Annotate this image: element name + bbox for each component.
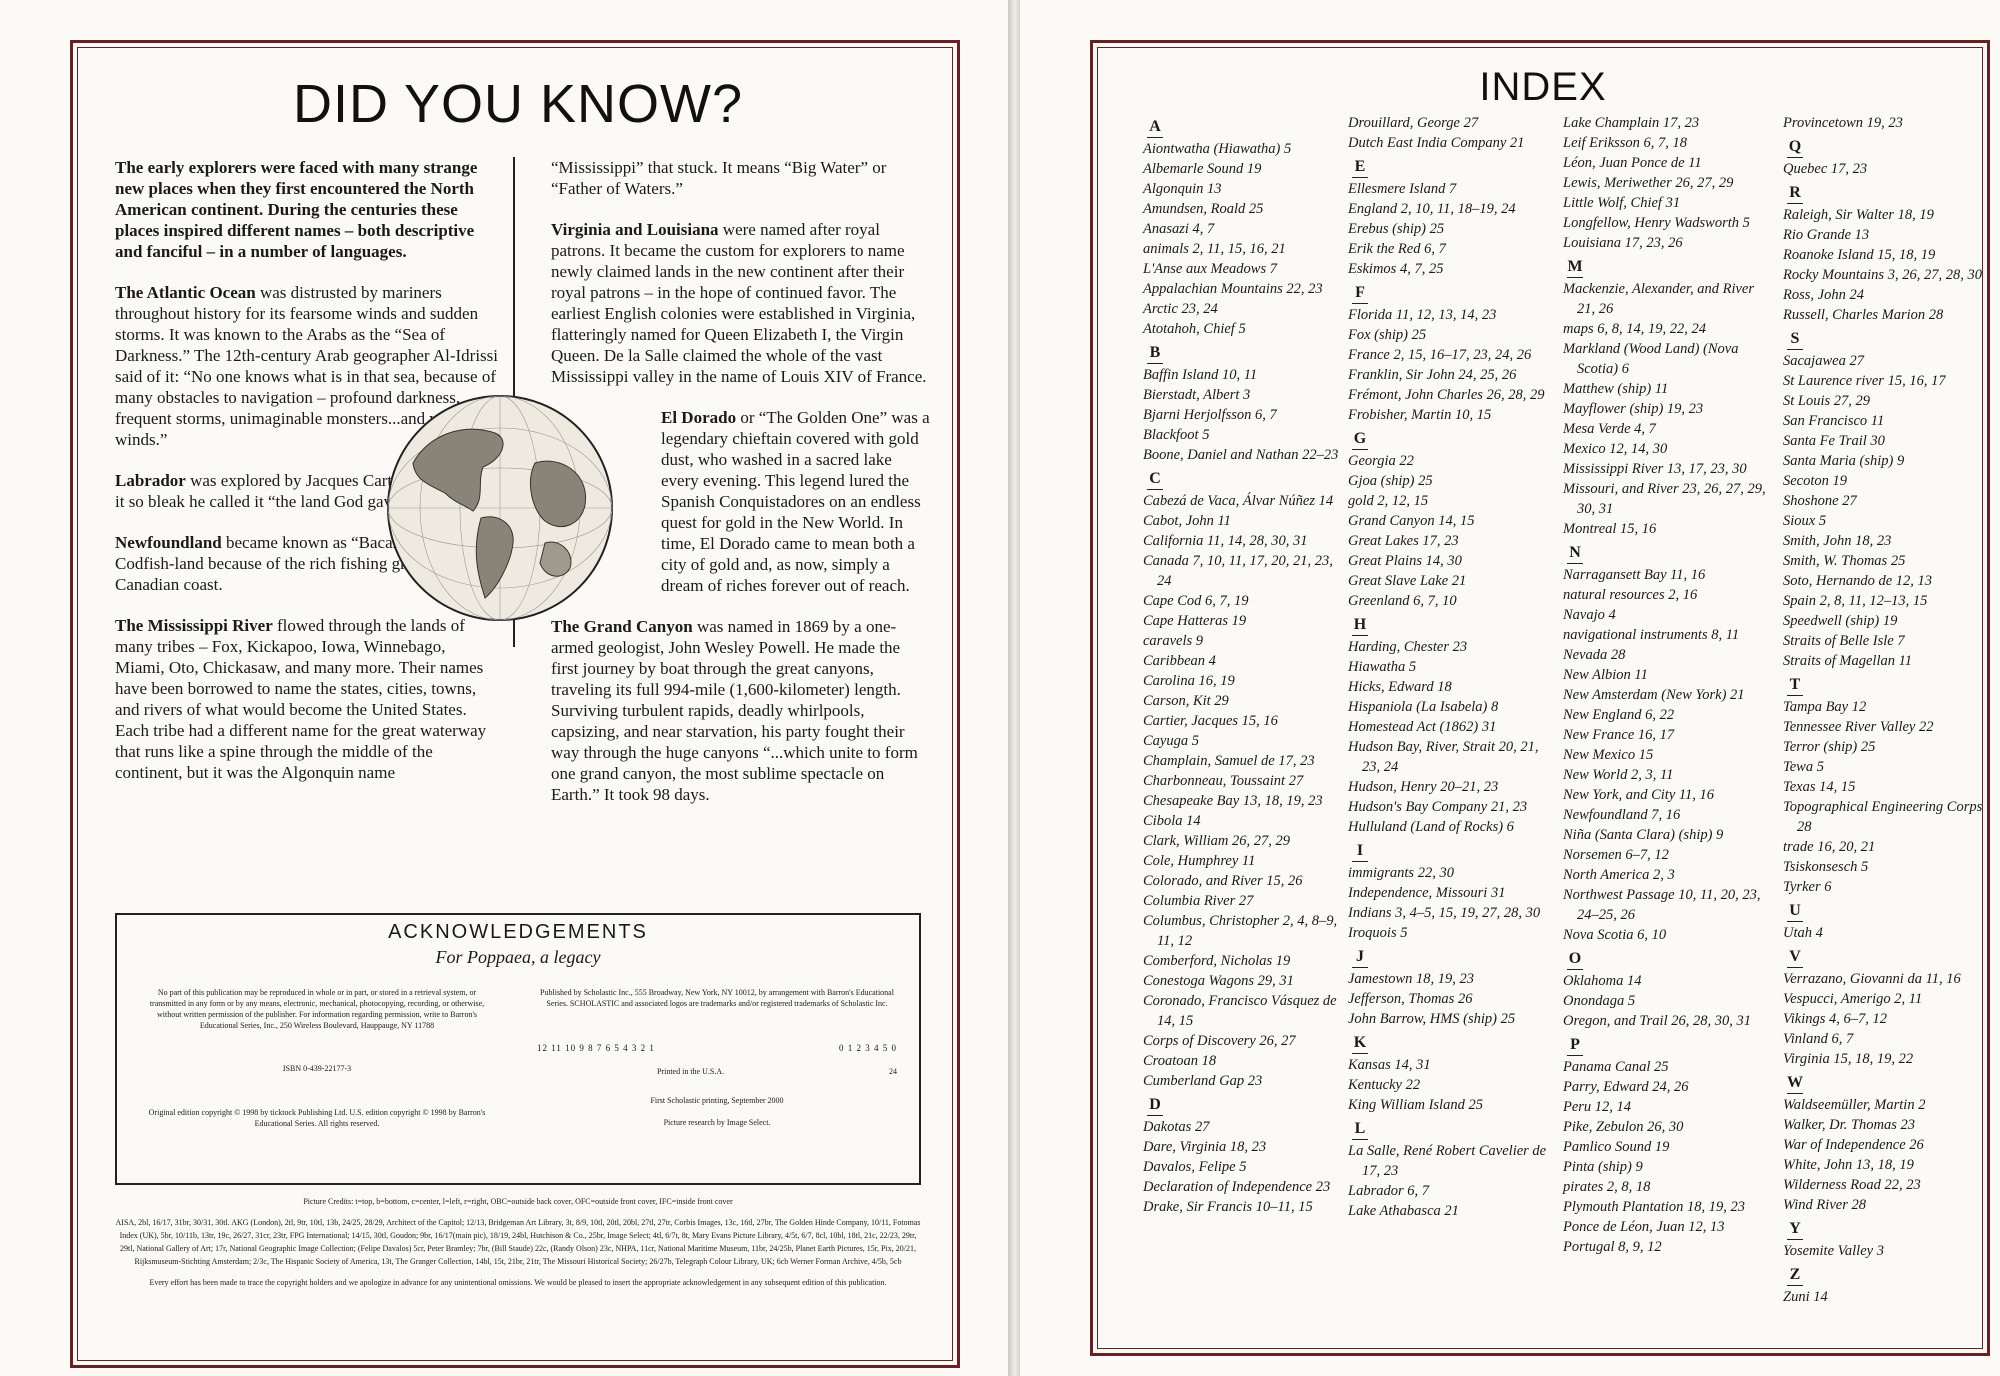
index-entry: St Louis 27, 29 <box>1783 393 1871 409</box>
first-printing: First Scholastic printing, September 2000 <box>650 1096 784 1105</box>
index-entry: Northwest Passage 10, 11, 20, 23, 24–25, 26 <box>1563 887 1761 923</box>
right-page <box>1020 0 2000 1376</box>
index-entry: Russell, Charles Marion 28 <box>1783 307 1944 323</box>
index-entry: Sioux 5 <box>1783 513 1827 529</box>
index-entry: Panama Canal 25 <box>1563 1059 1669 1075</box>
index-letter-heading: R <box>1783 183 1807 203</box>
index-entry: Mackenzie, Alexander, and River 21, 26 <box>1563 281 1754 317</box>
index-entry: San Francisco 11 <box>1783 413 1885 429</box>
canyon-lead: The Grand Canyon <box>551 617 693 636</box>
index-entry: Louisiana 17, 23, 26 <box>1563 235 1683 251</box>
index-entry: Wilderness Road 22, 23 <box>1783 1177 1921 1193</box>
index-entry: Longfellow, Henry Wadsworth 5 <box>1563 215 1750 231</box>
index-entry: Atotahoh, Chief 5 <box>1143 321 1246 337</box>
index-entry: pirates 2, 8, 18 <box>1563 1179 1651 1195</box>
index-entry: John Barrow, HMS (ship) 25 <box>1348 1011 1516 1027</box>
index-entry: Columbus, Christopher 2, 4, 8–9, 11, 12 <box>1143 913 1338 949</box>
index-entry: Pike, Zebulon 26, 30 <box>1563 1119 1684 1135</box>
index-entry: Franklin, Sir John 24, 25, 26 <box>1348 367 1517 383</box>
index-entry: Colorado, and River 15, 26 <box>1143 873 1303 889</box>
index-entry: Rocky Mountains 3, 26, 27, 28, 30 <box>1783 267 1982 283</box>
index-entry: Hispaniola (La Isabela) 8 <box>1348 699 1499 715</box>
copyright-notice: Original edition copyright © 1998 by ticktock Publishing Ltd. U.S. edition copyright © 1998 by Barron's Educational Series. All rights reserved. <box>148 1108 486 1128</box>
index-entry: England 2, 10, 11, 18–19, 24 <box>1348 201 1516 217</box>
index-entry: Croatoan 18 <box>1143 1053 1217 1069</box>
index-letter-heading: O <box>1563 949 1587 969</box>
atlantic-text: was distrusted by mariners throughout history for its fearsome winds and sudden storms. It was known to the Arabs as the “Sea of Darkness.” The 12th-century Arab geographer Al-Idrissi said of it: “No one knows what is in that sea, because of many obstacles to navigation – profound darkness, frequent storms, unimaginable monsters...and violent winds.” <box>115 283 499 449</box>
print-numbers: 12 11 10 9 8 7 6 5 4 3 2 1 <box>537 1043 655 1053</box>
index-entry: Mayflower (ship) 19, 23 <box>1563 401 1704 417</box>
labrador-paragraph <box>115 470 499 512</box>
index-entry: New Amsterdam (New York) 21 <box>1563 687 1745 703</box>
index-entry: Great Plains 14, 30 <box>1348 553 1462 569</box>
index-entry: caravels 9 <box>1143 633 1203 649</box>
index-entry: Hudson, Henry 20–21, 23 <box>1348 779 1499 795</box>
index-entry: Raleigh, Sir Walter 18, 19 <box>1783 207 1934 223</box>
index-entry: Little Wolf, Chief 31 <box>1563 195 1681 211</box>
acknowledgements-title: ACKNOWLEDGEMENTS <box>388 921 648 943</box>
index-entry: Corps of Discovery 26, 27 <box>1143 1033 1296 1049</box>
index-entry: Topographical Engineering Corps 28 <box>1783 799 1983 835</box>
index-entry: Missouri, and River 23, 26, 27, 29, 30, 31 <box>1563 481 1766 517</box>
virginia-paragraph <box>551 219 931 387</box>
index-entry: Cape Cod 6, 7, 19 <box>1143 593 1249 609</box>
index-entry: Straits of Magellan 11 <box>1783 653 1913 669</box>
index-letter-heading: C <box>1143 469 1167 489</box>
index-entry: Dutch East India Company 21 <box>1348 135 1525 151</box>
index-entry: Carolina 16, 19 <box>1143 673 1235 689</box>
index-entry: trade 16, 20, 21 <box>1783 839 1876 855</box>
virginia-text: were named after royal patrons. It became the custom for explorers to name newly claimed lands in the new continent after their royal patrons – in the hope of continued favor. The earliest English colonies were established in Virginia, flatteringly named for Queen Elizabeth I, the Virgin Queen. De la Salle claimed the whole of the vast Mississippi valley in the name of Louis XIV of France. <box>551 220 927 386</box>
index-entry: Newfoundland 7, 16 <box>1563 807 1681 823</box>
globe-map-illustration <box>385 393 615 623</box>
index-entry: Champlain, Samuel de 17, 23 <box>1143 753 1315 769</box>
index-letter-heading: W <box>1783 1073 1807 1093</box>
index-entry: Hudson's Bay Company 21, 23 <box>1348 799 1528 815</box>
index-entry: Great Lakes 17, 23 <box>1348 533 1459 549</box>
index-entry: War of Independence 26 <box>1783 1137 1924 1153</box>
did-you-know-frame <box>70 40 960 1368</box>
index-entry: Tyrker 6 <box>1783 879 1832 895</box>
index-entry: Charbonneau, Toussaint 27 <box>1143 773 1304 789</box>
index-entry: L'Anse aux Meadows 7 <box>1143 261 1277 277</box>
index-entry: California 11, 14, 28, 30, 31 <box>1143 533 1308 549</box>
index-entry: Ellesmere Island 7 <box>1348 181 1457 197</box>
atlantic-paragraph <box>115 282 499 450</box>
index-entry: Eskimos 4, 7, 25 <box>1348 261 1444 277</box>
newfoundland-text: became known as “Bacalaos” or Codfish-land because of the rich fishing grounds off the Canadian coast. <box>115 533 496 594</box>
index-entry: Homestead Act (1862) 31 <box>1348 719 1497 735</box>
index-entry: Nova Scotia 6, 10 <box>1563 927 1667 943</box>
eldorado-text: or “The Golden One” was a legendary chieftain covered with gold dust, who washed in a sacred lake every evening. This legend lured the Spanish Conquistadores on an endless quest for gold in the New World. In time, El Dorado came to mean both a city of gold and, as now, simply a dream of riches forever out of reach. <box>661 408 930 595</box>
index-entry: Lake Champlain 17, 23 <box>1563 115 1700 131</box>
index-entry: Peru 12, 14 <box>1563 1099 1632 1115</box>
index-entry: Grand Canyon 14, 15 <box>1348 513 1475 529</box>
index-entry: Greenland 6, 7, 10 <box>1348 593 1457 609</box>
index-entry: Jamestown 18, 19, 23 <box>1348 971 1475 987</box>
canyon-paragraph <box>551 616 931 805</box>
index-entry: Vikings 4, 6–7, 12 <box>1783 1011 1888 1027</box>
index-entry: New World 2, 3, 11 <box>1563 767 1674 783</box>
index-entry: Hulluland (Land of Rocks) 6 <box>1348 819 1514 835</box>
index-entry: Yosemite Valley 3 <box>1783 1243 1884 1259</box>
index-entry: New York, and City 11, 16 <box>1563 787 1715 803</box>
credits-effort: Every effort has been made to trace the copyright holders and we apologize in advance for any unintentional omissions. We would be pleased to insert the appropriate acknowledgement in any subsequent edition of this publication. <box>149 1278 887 1287</box>
index-entry: Nevada 28 <box>1563 647 1626 663</box>
index-entry: Frobisher, Martin 10, 15 <box>1348 407 1492 423</box>
canyon-text: was named in 1869 by a one-armed geologist, John Wesley Powell. He made the first journey by boat through the great canyons, traveling its full 994-mile (1,600-kilometer) length. Surviving turbulent rapids, deadly whirlpools, capsizing, and near starvation, his party fought their way through the huge canyons “...which unite to form one grand canyon, the most sublime spectacle on Earth.” It took 98 days. <box>551 617 918 804</box>
index-entry: Chesapeake Bay 13, 18, 19, 23 <box>1143 793 1323 809</box>
index-entry: Mississippi River 13, 17, 23, 30 <box>1563 461 1747 477</box>
index-entry: Hiawatha 5 <box>1348 659 1417 675</box>
index-entry: Cole, Humphrey 11 <box>1143 853 1256 869</box>
index-entry: Norsemen 6–7, 12 <box>1563 847 1669 863</box>
virginia-lead: Virginia and Louisiana <box>551 220 719 239</box>
index-column-1 <box>1143 113 1343 1217</box>
index-entry: Pinta (ship) 9 <box>1563 1159 1643 1175</box>
isbn: ISBN 0-439-22177-3 <box>282 1064 352 1073</box>
index-entry: Waldseemüller, Martin 2 <box>1783 1097 1926 1113</box>
index-entry: Utah 4 <box>1783 925 1823 941</box>
index-entry: Onondaga 5 <box>1563 993 1636 1009</box>
index-entry: Kansas 14, 31 <box>1348 1057 1431 1073</box>
index-entry: Santa Maria (ship) 9 <box>1783 453 1905 469</box>
index-entry: Verrazano, Giovanni da 11, 16 <box>1783 971 1961 987</box>
index-entry: Oklahoma 14 <box>1563 973 1642 989</box>
index-letter-heading: G <box>1348 429 1372 449</box>
index-entry: Spain 2, 8, 11, 12–13, 15 <box>1783 593 1928 609</box>
index-entry: Shoshone 27 <box>1783 493 1857 509</box>
mississippi-paragraph <box>115 615 499 783</box>
index-entry: Cape Hatteras 19 <box>1143 613 1247 629</box>
index-entry: Cabot, John 11 <box>1143 513 1231 529</box>
index-entry: Gjoa (ship) 25 <box>1348 473 1433 489</box>
index-entry: Great Slave Lake 21 <box>1348 573 1467 589</box>
print-codes: 0 1 2 3 4 5 0 <box>839 1043 897 1053</box>
acknowledgements-box <box>115 913 921 1185</box>
index-entry: Erik the Red 6, 7 <box>1348 241 1446 257</box>
index-entry: Dare, Virginia 18, 23 <box>1143 1139 1267 1155</box>
index-letter-heading: Z <box>1783 1265 1807 1285</box>
index-entry: Bjarni Herjolfsson 6, 7 <box>1143 407 1277 423</box>
index-entry: Dakotas 27 <box>1143 1119 1210 1135</box>
picture-research: Picture research by Image Select. <box>663 1118 771 1127</box>
index-entry: animals 2, 11, 15, 16, 21 <box>1143 241 1286 257</box>
index-entry: Declaration of Independence 23 <box>1143 1179 1331 1195</box>
index-entry: Drake, Sir Francis 10–11, 15 <box>1143 1199 1313 1215</box>
index-entry: Labrador 6, 7 <box>1348 1183 1429 1199</box>
index-letter-heading: K <box>1348 1033 1372 1053</box>
index-entry: Jefferson, Thomas 26 <box>1348 991 1473 1007</box>
newfoundland-paragraph <box>115 532 499 595</box>
index-entry: Indians 3, 4–5, 15, 19, 27, 28, 30 <box>1348 905 1541 921</box>
index-entry: Caribbean 4 <box>1143 653 1216 669</box>
index-entry: Lewis, Meriwether 26, 27, 29 <box>1563 175 1734 191</box>
index-entry: Hudson Bay, River, Strait 20, 21, 23, 24 <box>1348 739 1539 775</box>
column-divider <box>513 157 515 647</box>
index-entry: Tsiskonsesch 5 <box>1783 859 1869 875</box>
index-entry: New England 6, 22 <box>1563 707 1675 723</box>
index-entry: Kentucky 22 <box>1348 1077 1421 1093</box>
index-entry: Bierstadt, Albert 3 <box>1143 387 1251 403</box>
index-entry: Speedwell (ship) 19 <box>1783 613 1898 629</box>
index-entry: La Salle, René Robert Cavelier de 17, 23 <box>1348 1143 1547 1179</box>
index-entry: natural resources 2, 16 <box>1563 587 1698 603</box>
index-entry: Vespucci, Amerigo 2, 11 <box>1783 991 1923 1007</box>
index-entry: King William Island 25 <box>1348 1097 1483 1113</box>
index-entry: Frémont, John Charles 26, 28, 29 <box>1348 387 1545 403</box>
index-entry: St Laurence river 15, 16, 17 <box>1783 373 1946 389</box>
index-entry: Narragansett Bay 11, 16 <box>1563 567 1706 583</box>
index-entry: Ross, John 24 <box>1783 287 1864 303</box>
index-entry: Plymouth Plantation 18, 19, 23 <box>1563 1199 1746 1215</box>
index-entry: Smith, John 18, 23 <box>1783 533 1892 549</box>
index-entry: New France 16, 17 <box>1563 727 1675 743</box>
index-entry: Markland (Wood Land) (Nova Scotia) 6 <box>1563 341 1739 377</box>
index-entry: Comberford, Nicholas 19 <box>1143 953 1291 969</box>
index-entry: Cayuga 5 <box>1143 733 1199 749</box>
index-entry: Soto, Hernando de 12, 13 <box>1783 573 1933 589</box>
newfoundland-lead: Newfoundland <box>115 533 222 552</box>
index-entry: Straits of Belle Isle 7 <box>1783 633 1905 649</box>
index-entry: Tampa Bay 12 <box>1783 699 1867 715</box>
index-entry: Carson, Kit 29 <box>1143 693 1229 709</box>
index-entry: Vinland 6, 7 <box>1783 1031 1854 1047</box>
index-entry: Quebec 17, 23 <box>1783 161 1868 177</box>
index-entry: Anasazi 4, 7 <box>1143 221 1215 237</box>
index-entry: New Albion 11 <box>1563 667 1648 683</box>
index-entry: Montreal 15, 16 <box>1563 521 1657 537</box>
index-entry: Mesa Verde 4, 7 <box>1563 421 1656 437</box>
index-entry: Zuni 14 <box>1783 1289 1828 1305</box>
index-entry: Texas 14, 15 <box>1783 779 1856 795</box>
eldorado-lead: El Dorado <box>661 408 737 427</box>
index-entry: Cabezá de Vaca, Álvar Núñez 14 <box>1143 493 1334 509</box>
index-entry: Secoton 19 <box>1783 473 1848 489</box>
index-entry: Mexico 12, 14, 30 <box>1563 441 1668 457</box>
index-entry: Coronado, Francisco Vásquez de 14, 15 <box>1143 993 1337 1029</box>
index-entry: Matthew (ship) 11 <box>1563 381 1669 397</box>
page-title: DID YOU KNOW? <box>292 74 744 134</box>
index-column-4 <box>1783 113 1983 1307</box>
index-letter-heading: H <box>1348 615 1372 635</box>
index-entry: Blackfoot 5 <box>1143 427 1210 443</box>
index-entry: Amundsen, Roald 25 <box>1143 201 1264 217</box>
index-entry: Drouillard, George 27 <box>1348 115 1479 131</box>
index-letter-heading: P <box>1563 1035 1587 1055</box>
index-entry: Clark, William 26, 27, 29 <box>1143 833 1291 849</box>
index-letter-heading: I <box>1348 841 1372 861</box>
index-letter-heading: Y <box>1783 1219 1807 1239</box>
index-entry: Provincetown 19, 23 <box>1783 115 1903 131</box>
mississippi-continued: “Mississippi” that stuck. It means “Big Water” or “Father of Waters.” <box>551 158 887 198</box>
index-entry: Appalachian Mountains 22, 23 <box>1143 281 1323 297</box>
index-entry: Tewa 5 <box>1783 759 1824 775</box>
mississippi-text: flowed through the lands of many tribes – Fox, Kickapoo, Iowa, Winnebago, Miami, Oto, Chickasaw, and many more. Their names have been borrowed to name the states, cities, towns, and rivers of what would become the United States. Each tribe had a different name for the great waterway that runs like a spine through the middle of the continent, but it was the Algonquin name <box>115 616 487 782</box>
index-entry: Algonquin 13 <box>1143 181 1222 197</box>
index-entry: Leif Eriksson 6, 7, 18 <box>1563 135 1688 151</box>
picture-credits <box>115 1195 921 1289</box>
dedication: For Poppaea, a legacy <box>435 947 601 967</box>
index-entry: Florida 11, 12, 13, 14, 23 <box>1348 307 1497 323</box>
index-entry: Aiontwatha (Hiawatha) 5 <box>1143 141 1292 157</box>
index-entry: Smith, W. Thomas 25 <box>1783 553 1906 569</box>
index-letter-heading: A <box>1143 117 1167 137</box>
index-entry: Cibola 14 <box>1143 813 1201 829</box>
index-letter-heading: T <box>1783 675 1807 695</box>
index-entry: Terror (ship) 25 <box>1783 739 1876 755</box>
index-letter-heading: F <box>1348 283 1372 303</box>
index-entry: Roanoke Island 15, 18, 19 <box>1783 247 1936 263</box>
index-entry: Parry, Edward 24, 26 <box>1563 1079 1689 1095</box>
index-entry: gold 2, 12, 15 <box>1348 493 1429 509</box>
index-entry: France 2, 15, 16–17, 23, 24, 26 <box>1348 347 1532 363</box>
index-entry: Ponce de Léon, Juan 12, 13 <box>1563 1219 1725 1235</box>
index-entry: Navajo 4 <box>1563 607 1616 623</box>
index-letter-heading: M <box>1563 257 1587 277</box>
index-entry: Rio Grande 13 <box>1783 227 1870 243</box>
index-letter-heading: V <box>1783 947 1807 967</box>
index-entry: Portugal 8, 9, 12 <box>1563 1239 1662 1255</box>
atlantic-lead: The Atlantic Ocean <box>115 283 256 302</box>
index-entry: Walker, Dr. Thomas 23 <box>1783 1117 1915 1133</box>
index-entry: Davalos, Felipe 5 <box>1143 1159 1247 1175</box>
mississippi-lead: The Mississippi River <box>115 616 273 635</box>
index-entry: Georgia 22 <box>1348 453 1414 469</box>
index-entry: Fox (ship) 25 <box>1348 327 1427 343</box>
index-entry: Albemarle Sound 19 <box>1143 161 1262 177</box>
index-letter-heading: Q <box>1783 137 1807 157</box>
credits-heading: Picture Credits: t=top, b=bottom, c=center, l=left, r=right, OBC=outside back cover, OFC=outside front cover, IFC=inside front cover <box>303 1197 733 1206</box>
index-entry: Iroquois 5 <box>1348 925 1408 941</box>
index-entry: White, John 13, 18, 19 <box>1783 1157 1914 1173</box>
labrador-text: was explored by Jacques Cartier, who found it so bleak he called it “the land God gave to Cain.” <box>115 471 492 511</box>
text-column-left <box>115 157 499 803</box>
index-entry: Lake Athabasca 21 <box>1348 1203 1459 1219</box>
index-entry: Cartier, Jacques 15, 16 <box>1143 713 1278 729</box>
index-entry: New Mexico 15 <box>1563 747 1654 763</box>
index-entry: Niña (Santa Clara) (ship) 9 <box>1563 827 1724 843</box>
index-entry: Hicks, Edward 18 <box>1348 679 1452 695</box>
text-column-right <box>551 157 931 825</box>
index-entry: Virginia 15, 18, 19, 22 <box>1783 1051 1914 1067</box>
index-letter-heading: S <box>1783 329 1807 349</box>
index-title: INDEX <box>1479 65 1607 109</box>
index-entry: Conestoga Wagons 29, 31 <box>1143 973 1294 989</box>
eldorado-paragraph <box>551 407 931 596</box>
index-entry: Boone, Daniel and Nathan 22–23 <box>1143 447 1339 463</box>
index-entry: Baffin Island 10, 11 <box>1143 367 1258 383</box>
index-entry: Cumberland Gap 23 <box>1143 1073 1263 1089</box>
index-letter-heading: J <box>1348 947 1372 967</box>
index-entry: Sacajawea 27 <box>1783 353 1864 369</box>
index-entry: Tennessee River Valley 22 <box>1783 719 1934 735</box>
index-letter-heading: E <box>1348 157 1372 177</box>
index-entry: North America 2, 3 <box>1563 867 1675 883</box>
index-entry: Harding, Chester 23 <box>1348 639 1468 655</box>
index-entry: Columbia River 27 <box>1143 893 1254 909</box>
index-letter-heading: U <box>1783 901 1807 921</box>
index-entry: Arctic 23, 24 <box>1143 301 1218 317</box>
index-entry: Oregon, and Trail 26, 28, 30, 31 <box>1563 1013 1751 1029</box>
index-entry: Pamlico Sound 19 <box>1563 1139 1670 1155</box>
index-entry: Erebus (ship) 25 <box>1348 221 1445 237</box>
index-entry: immigrants 22, 30 <box>1348 865 1454 881</box>
index-letter-heading: N <box>1563 543 1587 563</box>
index-letter-heading: B <box>1143 343 1167 363</box>
index-entry: Canada 7, 10, 11, 17, 20, 21, 23, 24 <box>1143 553 1333 589</box>
index-column-2 <box>1348 113 1558 1221</box>
index-entry: Léon, Juan Ponce de 11 <box>1563 155 1702 171</box>
index-entry: Santa Fe Trail 30 <box>1783 433 1885 449</box>
index-frame <box>1090 40 1990 1356</box>
printed-in <box>537 1067 897 1076</box>
index-entry: Independence, Missouri 31 <box>1348 885 1506 901</box>
intro-paragraph: The early explorers were faced with many strange new places when they first encountered the North American continent. During the centuries these places inspired different names – both descriptive and fanciful – in a number of languages. <box>115 158 478 261</box>
publisher-notice: Published by Scholastic Inc., 555 Broadway, New York, NY 10012, by arrangement with Barron's Educational Series. SCHOLASTIC and associated logos are trademarks and/or registered trademarks of Scholastic Inc. <box>540 988 894 1008</box>
credits-body: AISA, 2bl, 16/17, 31br, 30/31, 30tl. AKG (London), 2tl, 9tr, 10tl, 13b, 24/25, 28/29, Architect of the Capitol; 12/13, Bridgeman Art Library, 3t, 8/9, 10tl, 20tl, 20bl, 27tl, 27tr, Corbis Images, 13c, 16tl, 27br, The Golden Hinde Company, 10/11, Fotomas Index (UK), 5br, 10/11b, 13tr, 19c, 26/27, 31cr, 23tr, FPG International; 14/15, 30tl, Goudon; 9br, 16/17(main pic), 18/19, 24bl, Hutchison & Co., 25br, Image Select; 4tl, 6/7t, 8t, Mary Evans Picture Library, 4/5t, 6/7, 8cl, 10bl, 18tl, 21c, 22/23, 29tr, 29tl, National Gallery of Art; 17r, National Geographic Image Collection; (Felipe Davalos) 5cr, Peter Bramley; 7br, (Bill Staude) 22c, (Randy Olson) 23c, NHPA, 11cr, National Maritime Museum, 11br, 24/25b, Planet Earth Pictures, 15r, Pix, 20/21, Rijksmuseum-Stichting Amsterdam; 2/3c, The Hispanic Society of America, 13t, The Granger Collection, 14bl, 15t, 21br, 21tr, The Missouri Historical Society; 26/27b, Telegraph Colour Library, UK; 6cb Werner Forman Archive, 4/5b, 5cb <box>115 1218 921 1266</box>
index-letter-heading: L <box>1348 1119 1372 1139</box>
printed-in-text: Printed in the U.S.A. <box>657 1067 725 1076</box>
rights-notice: No part of this publication may be reproduced in whole or in part, or stored in a retrieval system, or transmitted in any form or by any means, electronic, mechanical, photocopying, recording, or otherwise, without written permission of the publisher. For information regarding permission, write to Barron's Educational Series, Inc., 250 Wireless Boulevard, Hauppauge, NY 11788 <box>149 988 485 1030</box>
index-entry: navigational instruments 8, 11 <box>1563 627 1740 643</box>
index-entry: Wind River 28 <box>1783 1197 1866 1213</box>
index-letter-heading: D <box>1143 1095 1167 1115</box>
printed-number: 24 <box>889 1067 897 1076</box>
print-line <box>537 1043 897 1053</box>
index-entry: maps 6, 8, 14, 19, 22, 24 <box>1563 321 1706 337</box>
labrador-lead: Labrador <box>115 471 186 490</box>
index-column-3 <box>1563 113 1773 1257</box>
